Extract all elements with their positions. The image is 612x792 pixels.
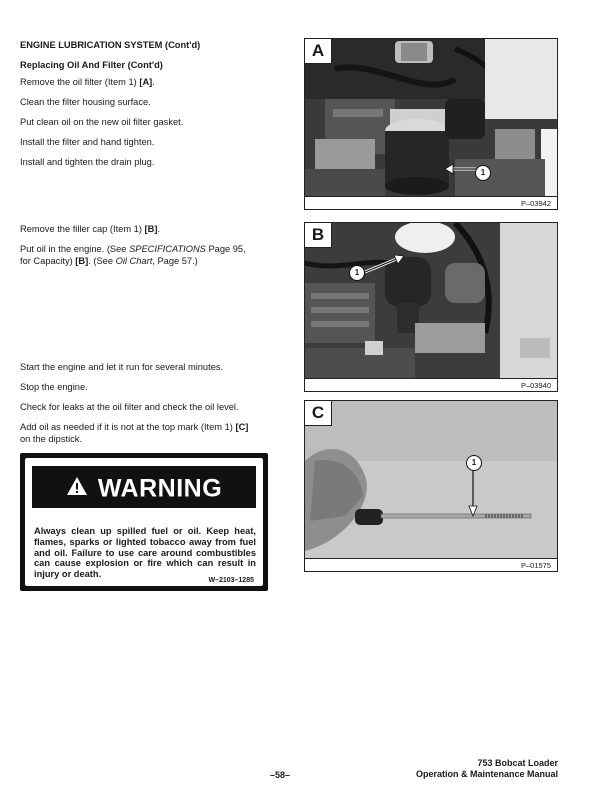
callout-item-1: 1 bbox=[466, 455, 482, 471]
figure-code: P–03942 bbox=[305, 196, 557, 209]
dipstick-photo bbox=[305, 401, 557, 559]
step-remove-filter: Remove the oil filter (Item 1) [A]. bbox=[20, 77, 155, 87]
figure-b bbox=[304, 222, 558, 392]
callout-arrow bbox=[468, 471, 478, 517]
subsection-title: Replacing Oil And Filter (Cont'd) bbox=[20, 60, 163, 70]
callout-item-1: 1 bbox=[349, 265, 365, 281]
step-clean-housing: Clean the filter housing surface. bbox=[20, 97, 151, 107]
figure-letter: A bbox=[305, 39, 332, 64]
page-number: –58– bbox=[270, 770, 291, 780]
section-title: ENGINE LUBRICATION SYSTEM (Cont'd) bbox=[20, 40, 201, 50]
figure-letter: C bbox=[305, 401, 332, 426]
figure-letter: B bbox=[305, 223, 332, 248]
warning-title: WARNING bbox=[97, 474, 223, 503]
step-stop-engine: Stop the engine. bbox=[20, 382, 88, 392]
oil-chart-link[interactable]: Oil Chart bbox=[115, 255, 153, 266]
step-put-oil: Put oil in the engine. (See SPECIFICATIONS Page 95, for Capacity) [B]. (See Oil Chart, Page 57.) bbox=[20, 244, 246, 266]
step-drain-plug: Install and tighten the drain plug. bbox=[20, 157, 155, 167]
figure-code: P–01575 bbox=[305, 558, 557, 571]
callout-item-1: 1 bbox=[475, 165, 491, 181]
step-oil-gasket: Put clean oil on the new oil filter gasket. bbox=[20, 117, 184, 127]
warning-code: W–2103–1285 bbox=[208, 577, 254, 584]
callout-arrow bbox=[445, 163, 477, 175]
figure-ref-a: [A] bbox=[139, 77, 153, 87]
step-remove-cap: Remove the filler cap (Item 1) [B]. bbox=[20, 224, 161, 234]
figure-code: P–03940 bbox=[305, 378, 557, 391]
footer-manual: Operation & Maintenance Manual bbox=[415, 769, 558, 779]
step-check-leaks: Check for leaks at the oil filter and check the oil level. bbox=[20, 402, 239, 412]
filler-cap-photo bbox=[305, 223, 557, 379]
figure-a bbox=[304, 38, 558, 210]
warning-banner bbox=[32, 466, 256, 508]
step-start-engine: Start the engine and let it run for several minutes. bbox=[20, 362, 224, 372]
specifications-link[interactable]: SPECIFICATIONS bbox=[129, 244, 206, 254]
callout-arrow bbox=[363, 254, 405, 274]
figure-c bbox=[304, 400, 558, 572]
oil-filter-photo bbox=[305, 39, 557, 197]
warning-box bbox=[20, 453, 268, 591]
warning-triangle-icon bbox=[66, 467, 88, 509]
step-install-filter: Install the filter and hand tighten. bbox=[20, 137, 155, 147]
warning-text: Always clean up spilled fuel or oil. Keep heat, flames, sparks or lighted tobacco away from fuel and oil. Failure to use care around combustibles can cause explosion or fire which can result in injury or death. bbox=[34, 526, 256, 580]
figure-ref-c: [C] bbox=[235, 422, 249, 432]
step-add-oil: Add oil as needed if it is not at the top mark (Item 1) [C] on the dipstick. bbox=[20, 422, 249, 444]
footer-model: 753 Bobcat Loader bbox=[477, 758, 558, 768]
figure-ref-b: [B] bbox=[144, 224, 158, 234]
